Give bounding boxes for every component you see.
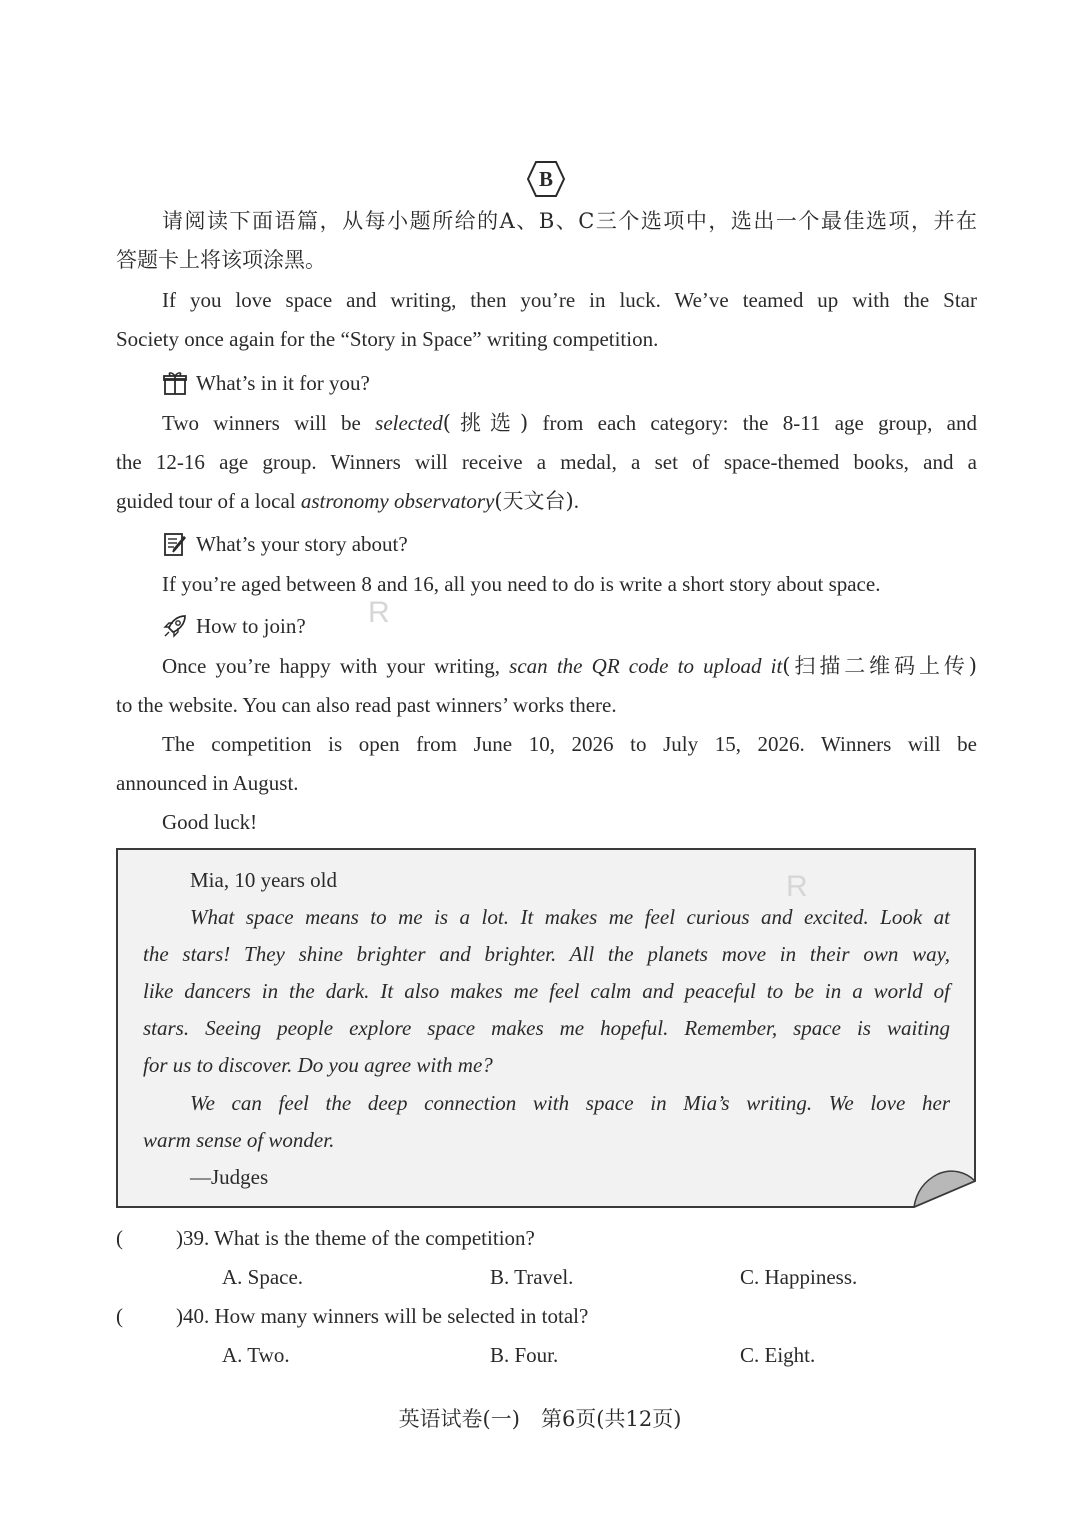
question-40-stem: )40. How many winners will be selected in total? xyxy=(176,1304,589,1328)
question-39-option-c[interactable]: C. Happiness. xyxy=(740,1265,858,1289)
question-40-option-b[interactable]: B. Four. xyxy=(490,1343,559,1367)
story-heading xyxy=(162,529,408,559)
card-text-line-3: like dancers in the dark. It also makes me feel calm and peaceful to be in a world of xyxy=(143,979,950,1003)
join-line-1-start: Once you’re happy with your writing, xyxy=(162,654,510,678)
card-text-line-1: What space means to me is a lot. It makes me feel curious and excited. Look at xyxy=(190,905,950,929)
prize-line-3-start: guided tour of a local xyxy=(116,489,301,513)
question-39-option-b[interactable]: B. Travel. xyxy=(490,1265,574,1289)
winner-story-card xyxy=(116,848,976,1208)
card-text-line-4: stars. Seeing people explore space makes me hopeful. Remember, space is waiting xyxy=(143,1016,950,1040)
astronomy-gloss: (天文台) xyxy=(494,489,574,513)
join-heading xyxy=(162,611,306,641)
card-text-line-5: for us to discover. Do you agree with me? xyxy=(143,1053,493,1077)
join-line-1 xyxy=(162,652,977,680)
astronomy-term: astronomy observatory xyxy=(300,489,495,513)
dates-line-2: announced in August. xyxy=(116,771,299,795)
selected-term: selected xyxy=(375,411,443,435)
prize-line-1-start: Two winners will be xyxy=(162,411,376,435)
intro-line-2: Society once again for the “Story in Space” writing competition. xyxy=(116,327,659,351)
card-text-line-2: the stars! They shine brighter and brighter. All the planets move in their own way, xyxy=(143,942,950,966)
prize-line-3-end: . xyxy=(573,489,579,513)
question-39-option-a[interactable]: A. Space. xyxy=(222,1265,304,1289)
question-40-option-a[interactable]: A. Two. xyxy=(222,1343,290,1367)
intro-line-1: If you love space and writing, then you’re in luck. We’ve teamed up with the Star xyxy=(162,288,977,312)
rocket-icon xyxy=(162,613,188,639)
dates-line-1: The competition is open from June 10, 2026 to July 15, 2026. Winners will be xyxy=(162,732,977,756)
story-line-1: If you’re aged between 8 and 16, all you need to do is write a short story about space. xyxy=(162,572,881,596)
judges-comment-line-1: We can feel the deep connection with space in Mia’s writing. We love her xyxy=(190,1091,950,1115)
question-39-stem: )39. What is the theme of the competition? xyxy=(176,1226,535,1250)
question-40-option-c[interactable]: C. Eight. xyxy=(740,1343,816,1367)
gift-icon xyxy=(162,370,188,396)
answer-blank-39[interactable]: ( xyxy=(116,1226,123,1250)
page-footer: 英语试卷(一) 第6页(共12页) xyxy=(398,1407,682,1431)
join-line-2: to the website. You can also read past winners’ works there. xyxy=(116,693,617,717)
prize-heading-text: What’s in it for you? xyxy=(196,370,370,395)
watermark-mark-card: R xyxy=(786,870,808,903)
judges-comment-line-2: warm sense of wonder. xyxy=(143,1128,335,1152)
prize-line-1 xyxy=(162,409,977,437)
story-heading-text: What’s your story about? xyxy=(196,531,408,556)
closing-line: Good luck! xyxy=(162,810,258,834)
qr-gloss: (扫描二维码上传) xyxy=(782,654,978,678)
notepad-pen-icon xyxy=(162,531,188,557)
card-author: Mia, 10 years old xyxy=(190,868,337,892)
qr-instruction: scan the QR code to upload it xyxy=(509,654,783,678)
prize-line-3 xyxy=(116,487,579,515)
section-badge xyxy=(526,160,566,198)
judges-signature: —Judges xyxy=(190,1165,269,1189)
prize-line-1-end: from each category: the 8-11 age group, and xyxy=(528,411,977,435)
instructions-line-1: 请阅读下面语篇，从每小题所给的A、B、C三个选项中，选出一个最佳选项，并在 xyxy=(162,209,977,233)
section-label: B xyxy=(538,167,553,191)
watermark-mark: R xyxy=(368,596,390,629)
prize-line-2: the 12-16 age group. Winners will receive a medal, a set of space-themed books, and a xyxy=(116,450,977,474)
join-heading-text: How to join? xyxy=(196,613,306,638)
selected-gloss: (挑选) xyxy=(442,411,529,435)
answer-blank-40[interactable]: ( xyxy=(116,1304,123,1328)
instructions-line-2: 答题卡上将该项涂黑。 xyxy=(116,248,326,272)
prize-heading xyxy=(162,368,370,398)
